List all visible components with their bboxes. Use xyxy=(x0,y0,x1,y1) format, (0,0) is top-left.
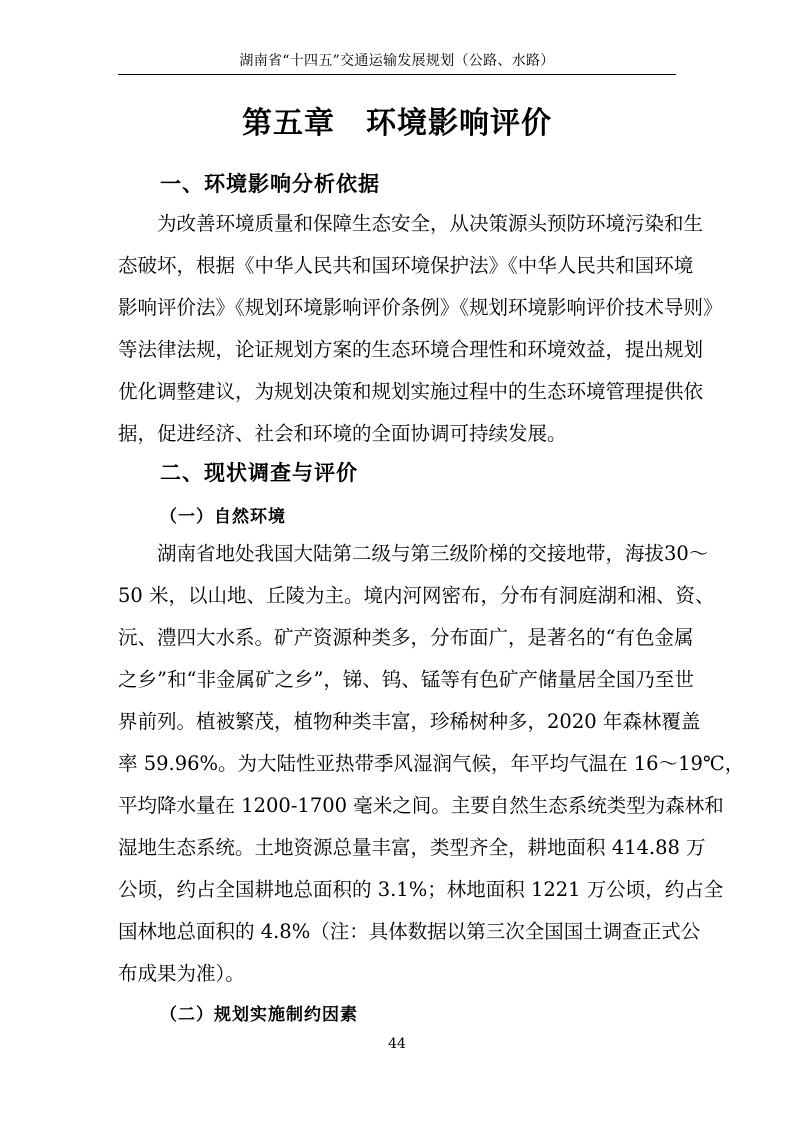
paragraph-line: 50 米，以山地、丘陵为主。境内河网密布，分布有洞庭湖和湘、资、 xyxy=(118,584,715,607)
subsection-heading-constraints: （二）规划实施制约因素 xyxy=(160,1005,358,1025)
paragraph-line: 之乡”和“非金属矿之乡”，锑、钨、锰等有色矿产储量居全国乃至世 xyxy=(118,668,694,691)
paragraph-line: 湿地生态系统。土地资源总量丰富，类型齐全，耕地面积 414.88 万 xyxy=(118,836,706,859)
paragraph-line: 影响评价法》《规划环境影响评价条例》《规划环境影响评价技术导则》 xyxy=(118,296,723,319)
section-heading-survey: 二、现状调查与评价 xyxy=(160,461,358,485)
subsection-heading-natural: （一）自然环境 xyxy=(160,507,286,527)
chapter-title: 第五章 环境影响评价 xyxy=(242,106,552,141)
paragraph-line: 界前列。植被繁茂，植物种类丰富，珍稀树种多，2020 年森林覆盖 xyxy=(118,710,701,733)
page-number: 44 xyxy=(388,1036,406,1052)
paragraph-line: 据，促进经济、社会和环境的全面协调可持续发展。 xyxy=(118,422,567,445)
paragraph-line: 率 59.96%。为大陆性亚热带季风湿润气候，年平均气温在 16～19℃， xyxy=(118,752,745,775)
section-basis-paragraph xyxy=(118,203,723,455)
paragraph-line: 优化调整建议，为规划决策和规划实施过程中的生态环境管理提供依 xyxy=(118,380,704,403)
paragraph-line: 等法律法规，论证规划方案的生态环境合理性和环境效益，提出规划 xyxy=(118,338,704,361)
header-rule xyxy=(118,74,676,75)
paragraph-line: 湖南省地处我国大陆第二级与第三级阶梯的交接地带，海拔30～ xyxy=(118,542,709,565)
section-heading-basis: 一、环境影响分析依据 xyxy=(160,172,380,196)
paragraph-line: 国林地总面积的 4.8%（注：具体数据以第三次全国国土调查正式公 xyxy=(118,920,701,943)
paragraph-line: 平均降水量在 1200-1700 毫米之间。主要自然生态系统类型为森林和 xyxy=(118,794,724,817)
paragraph-line: 公顷，约占全国耕地总面积的 3.1%；林地面积 1221 万公顷，约占全 xyxy=(118,878,724,901)
paragraph-line: 沅、澧四大水系。矿产资源种类多，分布面广，是著名的“有色金属 xyxy=(118,626,694,649)
paragraph-line: 态破坏，根据《中华人民共和国环境保护法》《中华人民共和国环境 xyxy=(118,254,694,277)
running-header: 湖南省“十四五”交通运输发展规划（公路、水路） xyxy=(239,53,555,69)
paragraph-line: 为改善环境质量和保障生态安全，从决策源头预防环境污染和生 xyxy=(118,212,704,235)
paragraph-line: 布成果为准）。 xyxy=(118,962,245,985)
natural-environment-paragraph xyxy=(118,533,745,995)
